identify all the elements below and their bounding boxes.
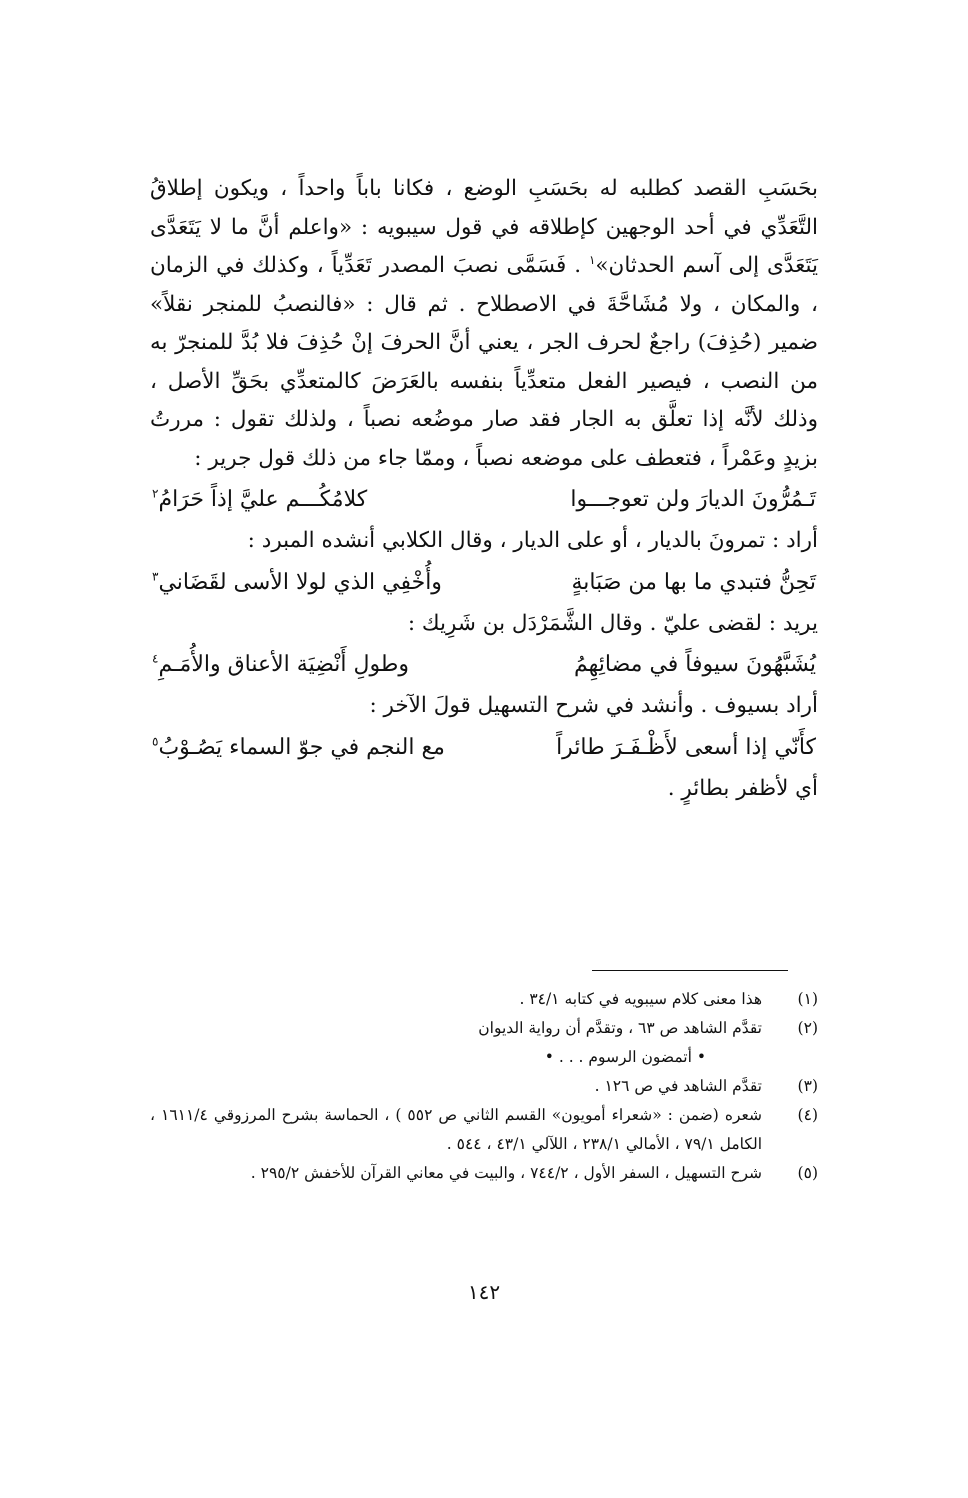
footnote	[150, 985, 818, 1014]
page-number: ١٤٢	[467, 1280, 501, 1304]
footnote-number: (٣)	[797, 1077, 818, 1095]
footnote-text: شرح التسهيل ، السفر الأول ، ٧٤٤/٢ ، والبيت في معاني القرآن للأخفش ٢٩٥/٢ .	[250, 1164, 762, 1182]
verse-line	[150, 726, 818, 770]
verse-second-hemistich	[152, 561, 442, 605]
paragraph	[150, 170, 818, 478]
text-line: أراد بسيوف . وأنشد في شرح التسهيل قولَ الآخر :	[369, 693, 818, 718]
footnotes	[150, 985, 818, 1188]
footnote-number: (٥)	[797, 1164, 818, 1182]
footnote-number: (٤)	[797, 1106, 818, 1124]
verse-text: وأُخْفِي الذي لولا الأسى لقَضَاني	[158, 569, 442, 595]
verse-line	[150, 643, 818, 687]
text-line: أراد : تمرونَ بالديار ، أو على الديار ، وقال الكلابي أنشده المبرد :	[247, 528, 818, 553]
verse-text: وطولِ أَنْضِيَة الأعناق والأُمَـمِ	[158, 652, 410, 677]
footnote-number: (٢)	[797, 1019, 818, 1037]
footnote-ref: ٤	[152, 651, 159, 666]
footnote	[150, 1159, 818, 1188]
verse-text: مع النجم في جوّ السماء يَصُـوْبُ	[158, 734, 445, 760]
main-text	[150, 170, 818, 808]
footnote-ref: ١	[588, 252, 596, 267]
footnote-text: تقدَّم الشاهد ص ٦٣ ، وتقدَّم أن رواية الديوان	[478, 1019, 762, 1037]
text-line: أي لأظفر بطائرٍ .	[667, 775, 818, 801]
verse-second-hemistich	[152, 726, 445, 770]
paragraph-text: بحَسَبِ القصد كطلبه له بحَسَبِ الوضع ، فكانا باباً واحداً ، ويكون إطلاقُ التَّعَدِّي في أحد الوجهين كإطلاقه في قول سيبويه : «واعلم أنَّ ما لا يَتَعَدَّى يَتَعَدَّى إلى آسم الحدثان»	[150, 176, 818, 278]
footnote-text: شعره (ضمن : «شعراء أمويون» القسم الثاني ص ٥٥٢ ) ، الحماسة بشرح المرزوقي ١٦١١/٤ ، الكامل ٧٩/١ ، الأمالي ٢٣٨/١ ، اللآلي ٤٣/١ ، ٥٤٤ .	[150, 1106, 762, 1153]
footnote-ref: ٣	[152, 569, 159, 584]
footnote	[150, 1043, 818, 1072]
verse-line	[150, 561, 818, 605]
verse-line	[150, 478, 818, 522]
footnote-text: هذا معنى كلام سيبويه في كتابه ٣٤/١ .	[519, 990, 762, 1008]
footnote	[150, 1101, 818, 1159]
verse-second-hemistich	[152, 478, 367, 522]
footnote-text: تقدَّم الشاهد في ص ١٢٦ .	[594, 1077, 762, 1095]
verse-first-hemistich: تَحِنُّ فتبدي ما بها من صَبَابةٍ	[571, 569, 816, 595]
verse-second-hemistich	[152, 643, 409, 687]
verse-first-hemistich: كأَنّي إذا أسعى لأَظْـفَـرَ طائراً	[556, 734, 816, 760]
verse-first-hemistich: يُشَبَّهُونَ سيوفاً في مضائِهِمُ	[573, 652, 816, 677]
footnote-text: • أتمضون الرسوم . . . •	[544, 1048, 706, 1066]
footnote-divider	[592, 970, 788, 971]
footnote	[150, 1014, 818, 1043]
footnote-ref: ٢	[152, 486, 159, 501]
text-line: يريد : لقضى عليّ . وقال الشَّمَرْدَل بن شَرِيك :	[407, 610, 818, 636]
verse-first-hemistich: تَـمُرُّونَ الديارَ ولن تعوجـــوا	[570, 487, 816, 512]
footnote-number	[762, 1043, 818, 1072]
footnote-ref: ٥	[152, 734, 159, 749]
footnote-number: (١)	[797, 990, 818, 1008]
verse-text: كلامُكُـــم عليَّ إذاً حَرَامُ	[158, 487, 368, 512]
footnote	[150, 1072, 818, 1101]
paragraph-text-cont: . فَسَمَّى نصبَ المصدر تَعَدِّياً ، وكذلك في الزمان ، والمكان ، ولا مُشَاحَّةَ في الاصطلاح . ثم قال : «فالنصبُ للمنجر نقلاً» ضمير (حُذِفَ) راجعٌ لحرف الجر ، يعني أنَّ الحرفَ إنْ حُذِفَ فلا بُدَّ للمنجرّ به من النصب ، فيصير الفعل متعدِّياً بنفسه بالعَرَضَ كالمتعدِّي بحَقِّ الأصل ، وذلك لأنَّه إذا تعلَّق به الجار فقد صار موضُعه نصباً ، ولذلك تقول : مررتُ بزيدٍ وعَمْراً ، فتعطف على موضعه نصباً ، وممّا جاء من ذلك قول جرير :	[150, 253, 818, 471]
